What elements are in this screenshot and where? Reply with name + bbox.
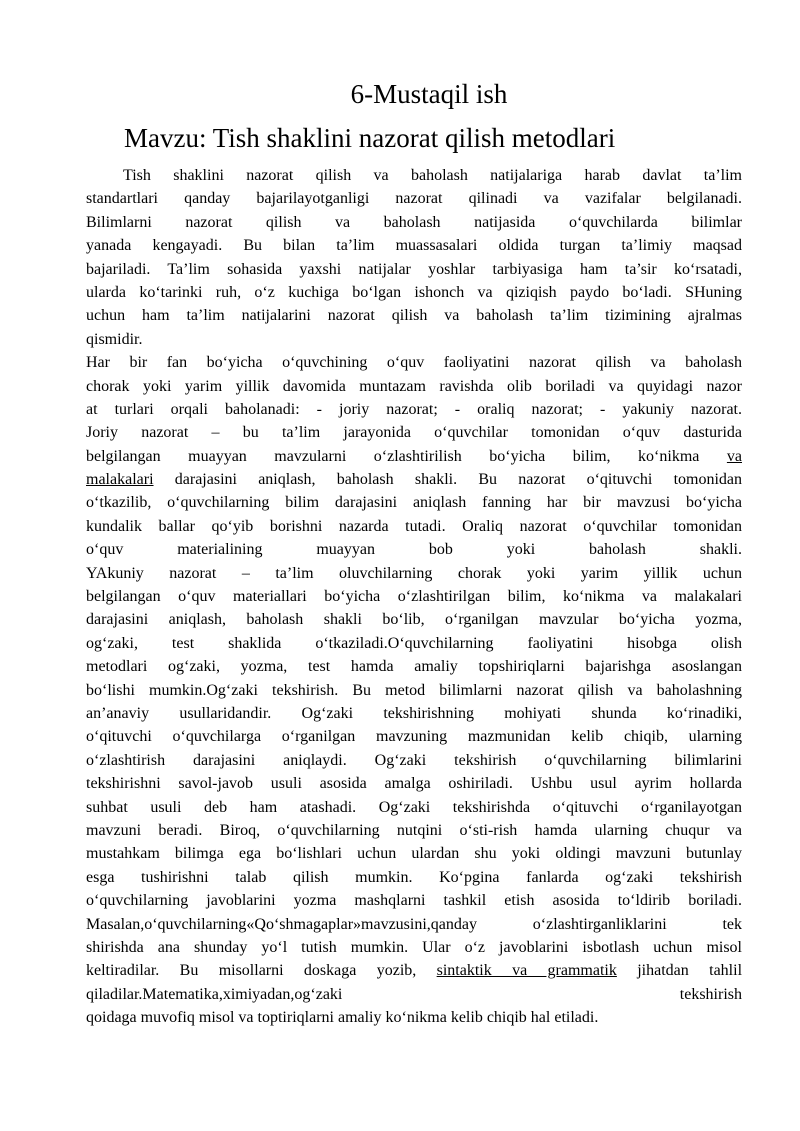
text-line: esga tushirishni talab qilish mumkin. Ko‘pgina fanlarda og‘zaki tekshirish xyxy=(86,868,742,886)
underlined-link-sintaktik-grammatik[interactable]: sintaktik va grammatik xyxy=(436,962,617,980)
text-line: Joriy nazorat – bu ta’lim jarayonida o‘quvchilar tomonidan o‘quv dasturida xyxy=(86,424,742,442)
text-line: qiladilar.Matematika,ximiyadan,og‘zaki tekshirish xyxy=(86,985,742,1003)
document-topic: Mavzu: Tish shaklini nazorat qilish metodlari xyxy=(124,123,616,153)
text-line: o‘tkazilib, o‘quvchilarning bilim darajasini aniqlash fanning har bir mavzusi bo‘yicha xyxy=(86,494,742,512)
body-text xyxy=(86,164,742,1029)
text-line: standartlari qanday bajarilayotganligi nazorat qilinadi va vazifalar belgilanadi. xyxy=(86,190,742,208)
document-title: 6-Mustaqil ish xyxy=(350,79,508,109)
text-line: o‘qituvchi o‘quvchilarga o‘rganilgan mavzuning mazmunidan kelib chiqib, ularning xyxy=(86,728,742,746)
text-line: yanada kengayadi. Bu bilan ta’lim muassasalari oldida turgan ta’limiy maqsad xyxy=(86,237,742,255)
text-line: belgilangan o‘quv materiallari bo‘yicha o‘zlashtirilgan bilim, ko‘nikma va malakalari xyxy=(86,588,742,606)
document-page xyxy=(86,74,742,1029)
text-line: metodlari og‘zaki, yozma, test hamda amaliy topshiriqlarni bajarishga asoslangan xyxy=(86,658,742,676)
text-line: Masalan,o‘quvchilarning«Qo‘shmagaplar»mavzusini,qanday o‘zlashtirganliklarini tek xyxy=(86,915,742,933)
text-line: bajariladi. Ta’lim sohasida yaxshi natijalar yoshlar tarbiyasiga ham ta’sir ko‘rsatadi, xyxy=(86,260,742,278)
text-line: chorak yoki yarim yillik davomida muntazam ravishda olib boriladi va quyidagi nazor xyxy=(86,377,742,395)
text-line: suhbat usuli deb ham atashadi. Og‘zaki tekshirishda o‘qituvchi o‘rganilayotgan xyxy=(86,798,742,816)
text-line: qoidaga muvofiq misol va toptiriqlarni amaliy ko‘nikma kelib chiqib hal etiladi. xyxy=(86,1009,599,1027)
underlined-link-va[interactable]: va xyxy=(726,447,742,465)
text-line: kundalik ballar qo‘yib borishni nazarda tutadi. Oraliq nazorat o‘quvchilar tomonidan xyxy=(86,517,742,535)
text-line: tekshirishni savol-javob usuli asosida amalga oshiriladi. Ushbu usul ayrim hollarda xyxy=(86,775,742,793)
text-segment: darajasini aniqlash, baholash shakli. Bu nazorat o‘qituvchi tomonidan xyxy=(174,471,742,489)
text-line: Bilimlarni nazorat qilish va baholash natijasida o‘quvchilarda bilimlar xyxy=(86,213,742,231)
text-line: o‘quvchilarning javoblarini yozma mashqlarni tashkil etish asosida to‘ldirib boriladi. xyxy=(86,892,742,910)
text-line: bo‘lishi mumkin.Og‘zaki tekshirish. Bu metod bilimlarni nazorat qilish va baholashning xyxy=(86,681,742,699)
text-segment: belgilangan muayyan mavzularni o‘zlashtirilish bo‘yicha bilim, ko‘nikma xyxy=(86,447,700,465)
text-line: at turlari orqali baholanadi: - joriy nazorat; - oraliq nazorat; - yakuniy nazorat. xyxy=(86,400,742,418)
text-segment: keltiradilar. Bu misollarni doskaga yozib, xyxy=(86,962,417,980)
text-line: qismidir. xyxy=(86,330,143,348)
underlined-link-malakalari[interactable]: malakalari xyxy=(86,471,154,489)
text-line: o‘quv materialining muayyan bob yoki baholash shakli. xyxy=(86,541,742,559)
text-line: Har bir fan bo‘yicha o‘quvchining o‘quv faoliyatini nazorat qilish va baholash xyxy=(86,354,742,372)
text-line: Tish shaklini nazorat qilish va baholash natijalariga harab davlat ta’lim xyxy=(123,167,742,184)
text-line xyxy=(86,445,742,468)
text-line: o‘zlashtirish darajasini aniqlaydi. Og‘zaki tekshirish o‘quvchilarning bilimlarini xyxy=(86,751,742,769)
text-line: an’anaviy usullaridandir. Og‘zaki tekshirishning mohiyati shunda ko‘rinadiki, xyxy=(86,704,742,722)
text-segment: jihatdan tahlil xyxy=(637,962,742,980)
text-line: shirishda ana shunday yo‘l tutish mumkin. Ular o‘z javoblarini isbotlash uchun misol xyxy=(86,938,742,956)
text-line: YAkuniy nazorat – ta’lim oluvchilarning chorak yoki yarim yillik uchun xyxy=(86,564,742,582)
text-line xyxy=(86,468,742,491)
text-line: og‘zaki, test shaklida o‘tkaziladi.O‘quvchilarning faoliyatini hisobga olish xyxy=(86,634,742,652)
text-line: ularda ko‘tarinki ruh, o‘z kuchiga bo‘lgan ishonch va qiziqish paydo bo‘ladi. SHuning xyxy=(86,283,742,301)
text-line xyxy=(86,959,742,982)
text-line: mavzuni beradi. Biroq, o‘quvchilarning nutqini o‘sti-rish hamda ularning chuqur va xyxy=(86,821,742,839)
text-line: darajasini aniqlash, baholash shakli bo‘lib, o‘rganilgan mavzular bo‘yicha yozma, xyxy=(86,611,742,629)
text-line: mustahkam bilimga ega bo‘lishlari uchun ulardan shu yoki oldingi mavzuni butunlay xyxy=(86,845,742,863)
text-line: uchun ham ta’lim natijalarini nazorat qilish va baholash ta’lim tizimining ajralmas xyxy=(86,307,742,325)
